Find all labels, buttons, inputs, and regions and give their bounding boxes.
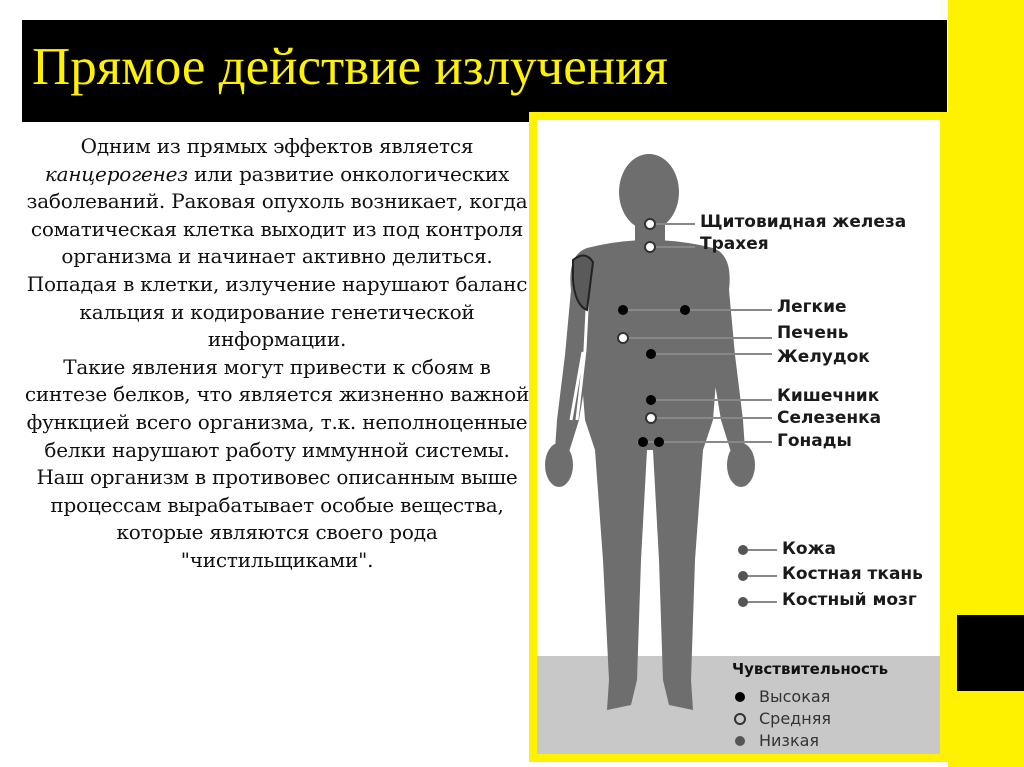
legend-high-dot <box>735 692 745 702</box>
lungs-marker-left <box>618 305 628 315</box>
p1-italic-term: канцерогенез <box>44 161 188 186</box>
left-hand <box>545 443 573 487</box>
legend-title: Чувствительность <box>732 660 889 678</box>
organ-label-stomach: Желудок <box>777 347 870 367</box>
organ-label-spleen: Селезенка <box>777 408 882 428</box>
legend-high-label: Высокая <box>759 687 831 706</box>
stomach-marker <box>646 349 656 359</box>
body-right-leg <box>653 450 703 710</box>
organ-label-lungs: Легкие <box>777 297 847 317</box>
legend-medium-dot <box>735 714 745 724</box>
organ-label-gonads: Гонады <box>777 431 852 451</box>
right-hand <box>727 443 755 487</box>
trachea-marker <box>645 242 655 252</box>
organ-label-skin: Кожа <box>782 539 836 559</box>
paragraph-1 <box>22 133 532 354</box>
body-figure-frame <box>529 112 949 762</box>
marrow-marker <box>738 597 748 607</box>
slide-title: Прямое действие излучения <box>32 38 668 96</box>
body-text <box>22 133 532 575</box>
organ-label-intestine: Кишечник <box>777 386 880 406</box>
organ-label-bone: Костная ткань <box>782 564 923 584</box>
organ-label-marrow: Костный мозг <box>782 590 917 610</box>
gonads-marker-right <box>654 437 664 447</box>
black-accent-block <box>957 615 1024 691</box>
organ-label-trachea: Трахея <box>700 234 769 254</box>
organ-label-thyroid: Щитовидная железа <box>700 212 907 232</box>
spleen-marker <box>646 413 656 423</box>
skin-marker <box>738 545 748 555</box>
organ-label-liver: Печень <box>777 323 849 343</box>
thyroid-marker <box>645 219 655 229</box>
liver-marker <box>618 333 628 343</box>
intestine-marker <box>646 395 656 405</box>
paragraph-3: Наш организм в противовес описанным выше процессам вырабатывает особые вещества, которые являются своего рода "чистильщиками". <box>36 465 518 572</box>
body-left-leg <box>595 450 647 710</box>
legend-low-label: Низкая <box>759 731 820 750</box>
body-figure <box>537 120 940 754</box>
lungs-marker-right <box>680 305 690 315</box>
legend-medium-label: Средняя <box>759 709 831 728</box>
gonads-marker-left <box>638 437 648 447</box>
p1-text-end: или развитие онкологических заболеваний. Раковая опухоль возникает, когда соматическая клетка выходит из под контроля организма и начинает активно делиться. Попадая в клетки, излучение нарушают баланс кальция и кодирование генетической информации. <box>26 161 528 352</box>
bone-marker <box>738 571 748 581</box>
legend-low-dot <box>735 736 745 746</box>
paragraph-2: Такие явления могут привести к сбоям в синтезе белков, что является жизненно важной функцией всего организма, т.к. неполноценные белки нарушают работу иммунной системы. <box>24 354 530 462</box>
p1-text-start: Одним из прямых эффектов является <box>80 134 474 158</box>
